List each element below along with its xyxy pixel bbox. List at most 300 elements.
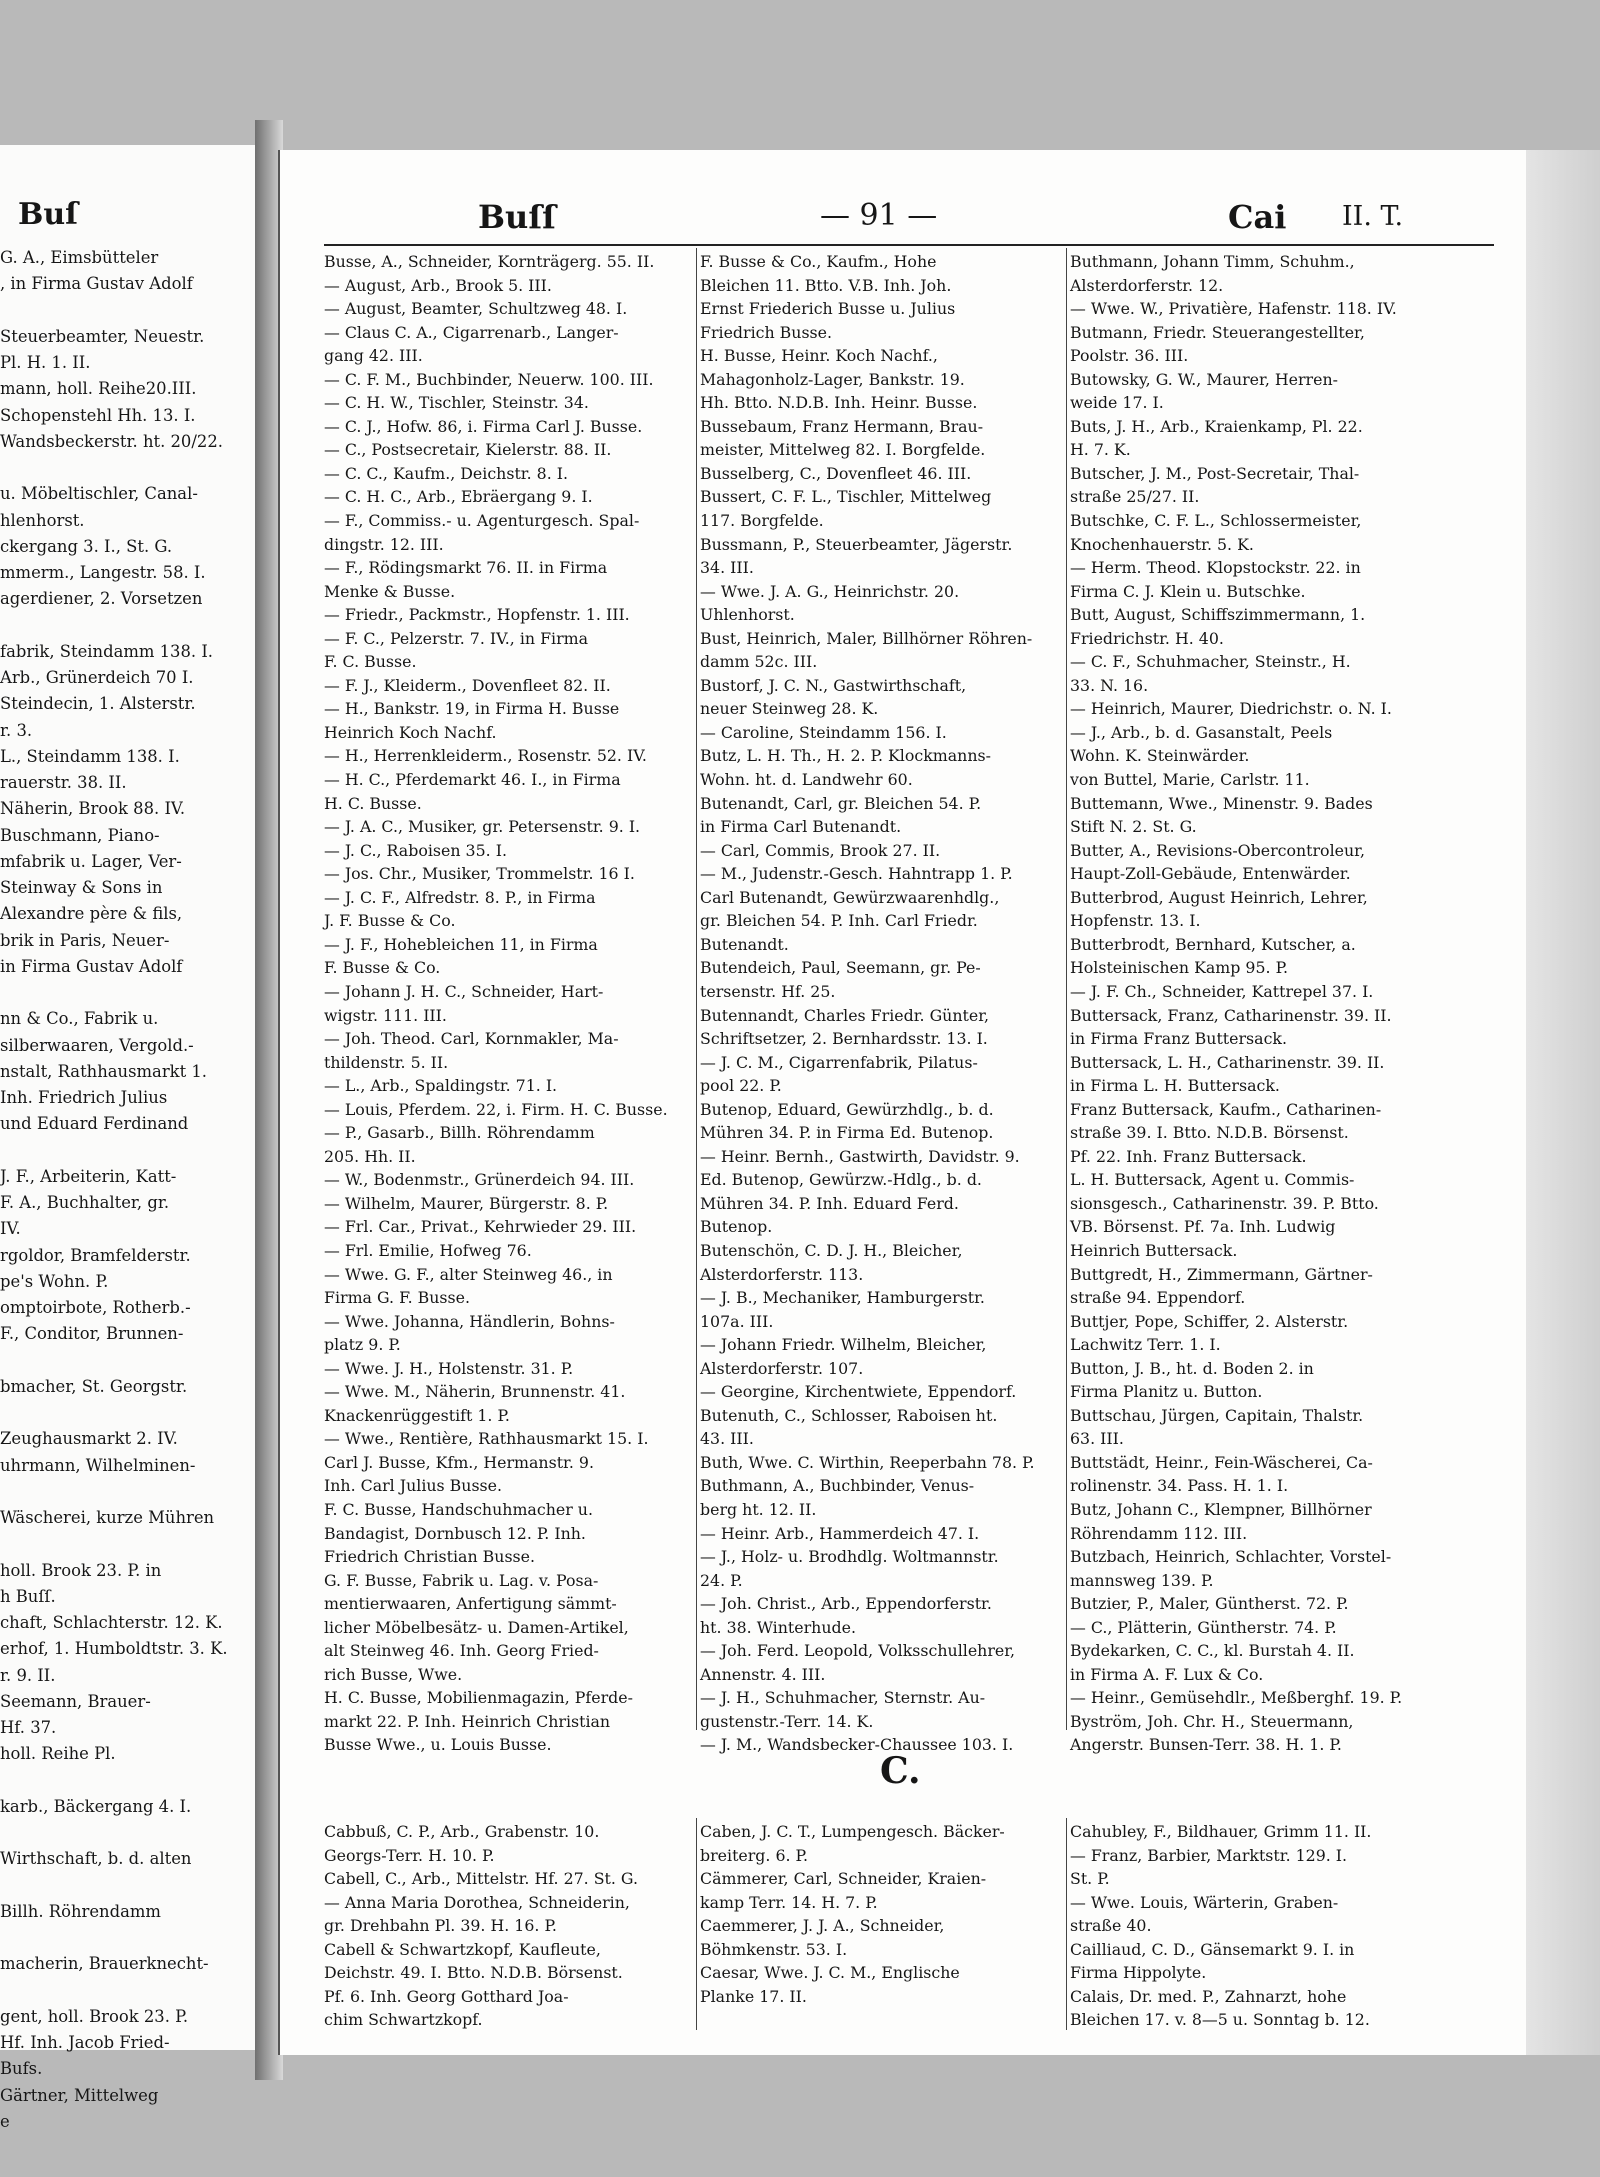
- entry-line: H. C. Busse.: [324, 793, 422, 813]
- entry-line: Inh. Carl Julius Busse.: [324, 1476, 503, 1496]
- entry-line: karb., Bäckergang 4. I.: [0, 1796, 192, 1816]
- entry-line: [0, 1479, 250, 1505]
- entry-line: — Wwe. M., Näherin, Brunnenstr. 41.: [324, 1382, 626, 1402]
- entry-line: — F., Commiss.- u. Agenturgesch. Spal-: [324, 511, 640, 531]
- entry-line: hlenhorst.: [0, 510, 85, 530]
- entry-line: — Frl. Emilie, Hofweg 76.: [324, 1240, 532, 1260]
- entry-line: uhrmann, Wilhelminen-: [0, 1455, 196, 1475]
- entry-line: F. C. Busse, Handschuhmacher u.: [324, 1499, 593, 1519]
- entry-line: [0, 980, 250, 1006]
- entry-line: Bydekarken, C. C., kl. Burstah 4. II.: [1070, 1641, 1355, 1661]
- entry-line: mannsweg 139. P.: [1070, 1570, 1214, 1590]
- entry-line: Gärtner, Mittelweg: [0, 2085, 159, 2105]
- entry-line: Friedrich Christian Busse.: [324, 1547, 536, 1567]
- entry-line: Carl Butenandt, Gewürzwaarenhdlg.,: [700, 887, 1000, 907]
- entry-line: und Eduard Ferdinand: [0, 1114, 189, 1134]
- entry-line: Friedrich Busse.: [700, 322, 833, 342]
- entry-line: Busselberg, C., Dovenfleet 46. III.: [700, 463, 972, 483]
- entry-line: Heinrich Buttersack.: [1070, 1240, 1238, 1260]
- column-3: [1070, 250, 1460, 1757]
- entry-line: — W., Bodenmstr., Grünerdeich 94. III.: [324, 1170, 635, 1190]
- entry-line: St. P.: [1070, 1869, 1110, 1889]
- entry-line: 117. Borgfelde.: [700, 511, 824, 531]
- entry-line: mentierwaaren, Anfertigung sämmt-: [324, 1594, 617, 1614]
- entry-line: IV.: [0, 1219, 21, 1239]
- entry-line: Wohn. K. Steinwärder.: [1070, 746, 1250, 766]
- entry-line: — C. H. C., Arb., Ebräergang 9. I.: [324, 487, 593, 507]
- entry-line: Firma Planitz u. Button.: [1070, 1382, 1263, 1402]
- entry-line: — Wwe. Louis, Wärterin, Graben-: [1070, 1892, 1339, 1912]
- entry-line: chim Schwartzkopf.: [324, 2010, 483, 2030]
- column-2: [700, 250, 1052, 1757]
- header-rule: [324, 244, 1494, 246]
- entry-line: — C. J., Hofw. 86, i. Firma Carl J. Busse.: [324, 416, 643, 436]
- entry-line: Butmann, Friedr. Steuerangestellter,: [1070, 322, 1365, 342]
- entry-line: [0, 1348, 250, 1374]
- entry-line: Steuerbeamter, Neuestr.: [0, 326, 205, 346]
- entry-line: Bussmann, P., Steuerbeamter, Jägerstr.: [700, 534, 1013, 554]
- column-divider: [696, 248, 697, 1730]
- entry-line: Byström, Joh. Chr. H., Steuermann,: [1070, 1711, 1354, 1731]
- entry-line: — August, Beamter, Schultzweg 48. I.: [324, 299, 628, 319]
- entry-line: Planke 17. II.: [700, 1986, 807, 2006]
- entry-line: G. F. Busse, Fabrik u. Lag. v. Posa-: [324, 1570, 599, 1590]
- entry-line: Menke & Busse.: [324, 581, 456, 601]
- entry-line: Butscher, J. M., Post-Secretair, Thal-: [1070, 463, 1360, 483]
- entry-line: r. 3.: [0, 720, 33, 740]
- entry-line: Caesar, Wwe. J. C. M., Englische: [700, 1963, 960, 1983]
- entry-line: kamp Terr. 14. H. 7. P.: [700, 1892, 878, 1912]
- entry-line: Caemmerer, J. J. A., Schneider,: [700, 1916, 945, 1936]
- entry-line: [0, 1820, 250, 1846]
- entry-line: 34. III.: [700, 558, 754, 578]
- entry-line: mann, holl. Reihe20.III.: [0, 379, 197, 399]
- entry-line: — Friedr., Packmstr., Hopfenstr. 1. III.: [324, 605, 630, 625]
- entry-line: Uhlenhorst.: [700, 605, 795, 625]
- page-edge: [1526, 150, 1600, 2055]
- entry-line: — Frl. Car., Privat., Kehrwieder 29. III.: [324, 1217, 637, 1237]
- entry-line: e: [0, 2111, 10, 2131]
- entry-line: Poolstr. 36. III.: [1070, 346, 1189, 366]
- entry-line: Butenop, Eduard, Gewürzhdlg., b. d.: [700, 1099, 994, 1119]
- entry-line: sionsgesch., Catharinenstr. 39. P. Btto.: [1070, 1193, 1379, 1213]
- entry-line: Butowsky, G. W., Maurer, Herren-: [1070, 369, 1338, 389]
- entry-line: Buschmann, Piano-: [0, 825, 160, 845]
- column-divider: [1066, 248, 1067, 1730]
- entry-line: — Franz, Barbier, Marktstr. 129. I.: [1070, 1845, 1348, 1865]
- entry-line: Firma G. F. Busse.: [324, 1288, 470, 1308]
- entry-line: Butenandt, Carl, gr. Bleichen 54. P.: [700, 793, 982, 813]
- entry-line: Schopenstehl Hh. 13. I.: [0, 405, 196, 425]
- entry-line: — J. C. M., Cigarrenfabrik, Pilatus-: [700, 1052, 978, 1072]
- entry-line: Röhrendamm 112. III.: [1070, 1523, 1248, 1543]
- entry-line: gr. Drehbahn Pl. 39. H. 16. P.: [324, 1916, 557, 1936]
- entry-line: — J., Arb., b. d. Gasanstalt, Peels: [1070, 722, 1333, 742]
- entry-line: agerdiener, 2. Vorsetzen: [0, 589, 203, 609]
- entry-line: wigstr. 111. III.: [324, 1005, 447, 1025]
- entry-line: chaft, Schlachterstr. 12. K.: [0, 1613, 223, 1632]
- entry-line: Alexandre père & fils,: [0, 904, 183, 924]
- entry-line: Cabell & Schwartzkopf, Kaufleute,: [324, 1939, 601, 1959]
- entry-line: Lachwitz Terr. 1. I.: [1070, 1335, 1221, 1355]
- entry-line: — Joh. Theod. Carl, Kornmakler, Ma-: [324, 1029, 619, 1049]
- entry-line: Butenop.: [700, 1217, 773, 1237]
- entry-line: von Buttel, Marie, Carlstr. 11.: [1070, 770, 1310, 790]
- entry-line: — J. F., Hohebleichen 11, in Firma: [324, 934, 598, 954]
- entry-line: mfabrik u. Lager, Ver-: [0, 851, 182, 871]
- entry-line: bmacher, St. Georgstr.: [0, 1376, 188, 1396]
- entry-line: [0, 1138, 250, 1164]
- entry-line: H. C. Busse, Mobilienmagazin, Pferde-: [324, 1688, 633, 1708]
- entry-line: — Carl, Commis, Brook 27. II.: [700, 840, 941, 860]
- entry-line: in Firma L. H. Buttersack.: [1070, 1076, 1280, 1096]
- entry-line: Buttjer, Pope, Schiffer, 2. Alsterstr.: [1070, 1311, 1349, 1331]
- entry-line: rauerstr. 38. II.: [0, 773, 127, 792]
- entry-line: Heinrich Koch Nachf.: [324, 722, 497, 742]
- entry-line: — Wwe. W., Privatière, Hafenstr. 118. IV.: [1070, 299, 1397, 319]
- entry-line: Pl. H. 1. II.: [0, 353, 91, 372]
- entry-line: — J. M., Wandsbecker-Chaussee 103. I.: [700, 1735, 1014, 1755]
- entry-line: — H., Herrenkleiderm., Rosenstr. 52. IV.: [324, 746, 647, 766]
- entry-line: Wohn. ht. d. Landwehr 60.: [700, 770, 913, 790]
- entry-line: Friedrichstr. H. 40.: [1070, 628, 1224, 648]
- entry-line: — Wwe. J. H., Holstenstr. 31. P.: [324, 1358, 574, 1378]
- entry-line: — J. H., Schuhmacher, Sternstr. Au-: [700, 1688, 986, 1708]
- entry-line: Butterbrodt, Bernhard, Kutscher, a.: [1070, 934, 1356, 954]
- entry-line: L. H. Buttersack, Agent u. Commis-: [1070, 1170, 1355, 1190]
- left-page-header: Buſ: [18, 197, 79, 232]
- entry-line: Butt, August, Schiffszimmermann, 1.: [1070, 605, 1366, 625]
- entry-line: gent, holl. Brook 23. P.: [0, 2006, 189, 2026]
- entry-line: Cabbuß, C. P., Arb., Grabenstr. 10.: [324, 1822, 600, 1841]
- entry-line: — C. C., Kaufm., Deichstr. 8. I.: [324, 463, 569, 483]
- entry-line: Bustorf, J. C. N., Gastwirthschaft,: [700, 675, 967, 695]
- entry-line: Alsterdorferstr. 12.: [1070, 275, 1224, 295]
- entry-line: dingstr. 12. III.: [324, 534, 444, 554]
- entry-line: Buttschau, Jürgen, Capitain, Thalstr.: [1070, 1405, 1364, 1425]
- entry-line: Inh. Friedrich Julius: [0, 1088, 168, 1107]
- entry-line: holl. Reihe Pl.: [0, 1744, 116, 1764]
- entry-line: Alsterdorferstr. 113.: [700, 1264, 864, 1284]
- entry-line: Hf. 37.: [0, 1718, 57, 1737]
- entry-line: — Wwe. Johanna, Händlerin, Bohns-: [324, 1311, 615, 1331]
- entry-line: Carl J. Busse, Kfm., Hermanstr. 9.: [324, 1452, 594, 1472]
- entry-line: pe's Wohn. P.: [0, 1271, 109, 1291]
- section-letter: C.: [880, 1750, 921, 1792]
- entry-line: 33. N. 16.: [1070, 675, 1149, 695]
- entry-line: Wäscherei, kurze Mühren: [0, 1508, 215, 1527]
- entry-line: — H. C., Pferdemarkt 46. I., in Firma: [324, 770, 621, 790]
- entry-line: J. F. Busse & Co.: [324, 911, 456, 931]
- entry-line: Buts, J. H., Arb., Kraienkamp, Pl. 22.: [1070, 416, 1363, 436]
- entry-line: Hopfenstr. 13. I.: [1070, 911, 1201, 931]
- entry-line: macherin, Brauerknecht-: [0, 1954, 209, 1974]
- entry-line: — F. J., Kleiderm., Dovenfleet 82. II.: [324, 675, 611, 695]
- entry-line: Button, J. B., ht. d. Boden 2. in: [1070, 1358, 1314, 1378]
- entry-line: — P., Gasarb., Billh. Röhrendamm: [324, 1123, 595, 1143]
- entry-line: Firma Hippolyte.: [1070, 1963, 1207, 1983]
- entry-line: — Herm. Theod. Klopstockstr. 22. in: [1070, 558, 1361, 578]
- entry-line: Butz, L. H. Th., H. 2. P. Klockmanns-: [700, 746, 991, 766]
- entry-line: [0, 298, 250, 324]
- entry-line: 107a. III.: [700, 1311, 774, 1331]
- entry-line: F. A., Buchhalter, gr.: [0, 1193, 170, 1212]
- entry-line: J. F., Arbeiterin, Katt-: [0, 1166, 177, 1186]
- left-page-fragment: [0, 145, 255, 2131]
- entry-line: H. Busse, Heinr. Koch Nachf.,: [700, 346, 938, 366]
- page-number: — 91 —: [820, 198, 938, 233]
- entry-line: Knackenrüggestift 1. P.: [324, 1405, 510, 1425]
- entry-line: straße 39. I. Btto. N.D.B. Börsenst.: [1070, 1123, 1349, 1143]
- header-last-entry: Cai: [1228, 198, 1287, 236]
- entry-line: h Buſſ.: [0, 1586, 56, 1606]
- entry-line: Holsteinischen Kamp 95. P.: [1070, 958, 1289, 978]
- entry-line: Angerstr. Bunsen-Terr. 38. H. 1. P.: [1070, 1735, 1342, 1755]
- entry-line: Bandagist, Dornbusch 12. P. Inh.: [324, 1523, 586, 1543]
- entry-line: ckergang 3. I., St. G.: [0, 536, 173, 556]
- entry-line: — Wwe. J. A. G., Heinrichstr. 20.: [700, 581, 960, 601]
- entry-line: Mühren 34. P. Inh. Eduard Ferd.: [700, 1193, 959, 1213]
- entry-line: Pf. 6. Inh. Georg Gotthard Joa-: [324, 1986, 569, 2006]
- entry-line: — August, Arb., Brook 5. III.: [324, 275, 552, 295]
- entry-line: Knochenhauerstr. 5. K.: [1070, 534, 1254, 554]
- entry-line: Busse Wwe., u. Louis Busse.: [324, 1735, 552, 1755]
- entry-line: — F. C., Pelzerstr. 7. IV., in Firma: [324, 628, 589, 648]
- left-page-text: [0, 245, 250, 2135]
- entry-line: straße 40.: [1070, 1916, 1152, 1936]
- entry-line: nstalt, Rathhausmarkt 1.: [0, 1061, 208, 1081]
- entry-line: in Firma A. F. Lux & Co.: [1070, 1664, 1264, 1684]
- entry-line: Billh. Röhrendamm: [0, 1901, 161, 1921]
- entry-line: 43. III.: [700, 1429, 754, 1449]
- entry-line: [0, 1768, 250, 1794]
- entry-line: — C., Postsecretair, Kielerstr. 88. II.: [324, 440, 612, 460]
- entry-line: 24. P.: [700, 1570, 743, 1590]
- entry-line: straße 25/27. II.: [1070, 487, 1200, 507]
- entry-line: Butz, Johann C., Klempner, Billhörner: [1070, 1499, 1372, 1519]
- entry-line: — Johann J. H. C., Schneider, Hart-: [324, 981, 604, 1001]
- entry-line: Mahagonholz-Lager, Bankstr. 19.: [700, 369, 965, 389]
- entry-line: L., Steindamm 138. I.: [0, 746, 180, 766]
- entry-line: Bleichen 17. v. 8—5 u. Sonntag b. 12.: [1070, 2010, 1370, 2030]
- entry-line: Bussebaum, Franz Hermann, Brau-: [700, 416, 984, 436]
- entry-line: berg ht. 12. II.: [700, 1499, 817, 1519]
- entry-line: nn & Co., Fabrik u.: [0, 1009, 159, 1029]
- entry-line: Annenstr. 4. III.: [700, 1664, 826, 1684]
- entry-line: Georgs-Terr. H. 10. P.: [324, 1845, 495, 1865]
- entry-line: mmerm., Langestr. 58. I.: [0, 563, 206, 582]
- entry-line: gang 42. III.: [324, 346, 423, 366]
- entry-line: — F., Rödingsmarkt 76. II. in Firma: [324, 558, 608, 578]
- entry-line: Busse, A., Schneider, Kornträgerg. 55. II.: [324, 252, 655, 271]
- entry-line: tersenstr. Hf. 25.: [700, 981, 836, 1001]
- entry-line: Seemann, Brauer-: [0, 1691, 151, 1711]
- column-5: [700, 1820, 1052, 2008]
- entry-line: Ernst Friederich Busse u. Julius: [700, 299, 956, 319]
- entry-line: Butzier, P., Maler, Güntherst. 72. P.: [1070, 1594, 1349, 1614]
- entry-line: alt Steinweg 46. Inh. Georg Fried-: [324, 1641, 599, 1661]
- entry-line: 205. Hh. II.: [324, 1146, 416, 1166]
- entry-line: — Caroline, Steindamm 156. I.: [700, 722, 947, 742]
- entry-line: — Heinr. Bernh., Gastwirth, Davidstr. 9.: [700, 1146, 1020, 1166]
- entry-line: — C. F., Schuhmacher, Steinstr., H.: [1070, 652, 1351, 672]
- entry-line: gr. Bleichen 54. P. Inh. Carl Friedr.: [700, 911, 978, 931]
- entry-line: Alsterdorferstr. 107.: [700, 1358, 864, 1378]
- column-divider: [1066, 1818, 1067, 2030]
- entry-line: Butzbach, Heinrich, Schlachter, Vorstel-: [1070, 1547, 1392, 1567]
- entry-line: — Anna Maria Dorothea, Schneiderin,: [324, 1892, 630, 1912]
- entry-line: Buthmann, A., Buchbinder, Venus-: [700, 1476, 975, 1496]
- entry-line: — M., Judenstr.-Gesch. Hahntrapp 1. P.: [700, 864, 1013, 884]
- entry-line: Ed. Butenop, Gewürzw.-Hdlg., b. d.: [700, 1170, 982, 1190]
- entry-line: Steinway & Sons in: [0, 878, 163, 897]
- entry-line: Caben, J. C. T., Lumpengesch. Bäcker-: [700, 1822, 1005, 1841]
- entry-line: — J. F. Ch., Schneider, Kattrepel 37. I.: [1070, 981, 1374, 1001]
- entry-line: fabrik, Steindamm 138. I.: [0, 641, 214, 661]
- entry-line: [0, 1400, 250, 1426]
- entry-line: [0, 613, 250, 639]
- entry-line: Steindecin, 1. Alsterstr.: [0, 694, 196, 714]
- entry-line: breiterg. 6. P.: [700, 1845, 809, 1865]
- entry-line: — J. A. C., Musiker, gr. Petersenstr. 9. I.: [324, 817, 641, 837]
- entry-line: holl. Brook 23. P. in: [0, 1560, 162, 1580]
- entry-line: gustenstr.-Terr. 14. K.: [700, 1711, 874, 1731]
- header-first-entry: Buſſ: [478, 198, 556, 236]
- entry-line: Buttgredt, H., Zimmermann, Gärtner-: [1070, 1264, 1373, 1284]
- entry-line: rich Busse, Wwe.: [324, 1664, 463, 1684]
- entry-line: [0, 1531, 250, 1557]
- entry-line: brik in Paris, Neuer-: [0, 930, 170, 950]
- entry-line: H. 7. K.: [1070, 440, 1131, 460]
- entry-line: — C. H. W., Tischler, Steinstr. 34.: [324, 393, 589, 413]
- entry-line: Butenandt.: [700, 934, 789, 954]
- entry-line: Butschke, C. F. L., Schlossermeister,: [1070, 511, 1362, 531]
- entry-line: Firma C. J. Klein u. Butschke.: [1070, 581, 1306, 601]
- entry-line: [0, 1873, 250, 1899]
- entry-line: — J., Holz- u. Brodhdlg. Woltmannstr.: [700, 1547, 999, 1567]
- entry-line: Bufs.: [0, 2059, 43, 2079]
- entry-line: straße 94. Eppendorf.: [1070, 1288, 1246, 1308]
- entry-line: damm 52c. III.: [700, 652, 818, 672]
- entry-line: Bussert, C. F. L., Tischler, Mittelweg: [700, 487, 992, 507]
- entry-line: — J. B., Mechaniker, Hamburgerstr.: [700, 1288, 985, 1308]
- entry-line: Böhmkenstr. 53. I.: [700, 1939, 848, 1959]
- entry-line: Buth, Wwe. C. Wirthin, Reeperbahn 78. P.: [700, 1452, 1035, 1472]
- entry-line: Cahubley, F., Bildhauer, Grimm 11. II.: [1070, 1822, 1372, 1841]
- entry-line: — J. C., Raboisen 35. I.: [324, 840, 507, 860]
- entry-line: — Joh. Ferd. Leopold, Volksschullehrer,: [700, 1641, 1016, 1661]
- entry-line: Hf. Inh. Jacob Fried-: [0, 2033, 170, 2052]
- entry-line: neuer Steinweg 28. K.: [700, 699, 879, 719]
- entry-line: — Wwe., Rentière, Rathhausmarkt 15. I.: [324, 1429, 649, 1449]
- entry-line: Cämmerer, Carl, Schneider, Kraien-: [700, 1869, 987, 1889]
- entry-line: markt 22. P. Inh. Heinrich Christian: [324, 1711, 611, 1731]
- entry-line: Butter, A., Revisions-Obercontroleur,: [1070, 840, 1365, 860]
- entry-line: in Firma Franz Buttersack.: [1070, 1029, 1288, 1049]
- entry-line: Butenschön, C. D. J. H., Bleicher,: [700, 1240, 963, 1260]
- entry-line: Bleichen 11. Btto. V.B. Inh. Joh.: [700, 275, 952, 295]
- entry-line: Buthmann, Johann Timm, Schuhm.,: [1070, 252, 1355, 271]
- entry-line: — Heinr. Arb., Hammerdeich 47. I.: [700, 1523, 980, 1543]
- entry-line: rgoldor, Bramfelderstr.: [0, 1245, 191, 1265]
- entry-line: Wirthschaft, b. d. alten: [0, 1849, 192, 1869]
- entry-line: thildenstr. 5. II.: [324, 1052, 449, 1072]
- entry-line: — Jos. Chr., Musiker, Trommelstr. 16 I.: [324, 864, 635, 884]
- entry-line: meister, Mittelweg 82. I. Borgfelde.: [700, 440, 986, 460]
- entry-line: Buttersack, Franz, Catharinenstr. 39. II.: [1070, 1005, 1392, 1025]
- entry-line: in Firma Carl Butenandt.: [700, 817, 902, 837]
- entry-line: r. 9. II.: [0, 1665, 56, 1685]
- entry-line: F. Busse & Co., Kaufm., Hohe: [700, 252, 937, 271]
- column-4: [324, 1820, 704, 2032]
- entry-line: omptoirbote, Rotherb.-: [0, 1298, 191, 1317]
- entry-line: — Wwe. G. F., alter Steinweg 46., in: [324, 1264, 613, 1284]
- entry-line: — J. C. F., Alfredstr. 8. P., in Firma: [324, 887, 596, 907]
- entry-line: — C. F. M., Buchbinder, Neuerw. 100. III.: [324, 369, 654, 389]
- column-divider: [696, 1818, 697, 2030]
- entry-line: Stift N. 2. St. G.: [1070, 817, 1197, 837]
- entry-line: F. Busse & Co.: [324, 958, 441, 978]
- entry-line: weide 17. I.: [1070, 393, 1164, 413]
- entry-line: Wandsbeckerstr. ht. 20/22.: [0, 431, 223, 451]
- entry-line: — Louis, Pferdem. 22, i. Firm. H. C. Busse.: [324, 1099, 668, 1119]
- entry-line: Cabell, C., Arb., Mittelstr. Hf. 27. St. G.: [324, 1869, 639, 1889]
- entry-line: Haupt-Zoll-Gebäude, Entenwärder.: [1070, 864, 1351, 884]
- entry-line: Butendeich, Paul, Seemann, gr. Pe-: [700, 958, 981, 978]
- entry-line: — Heinrich, Maurer, Diedrichstr. o. N. I.: [1070, 699, 1392, 719]
- entry-line: VB. Börsenst. Pf. 7a. Inh. Ludwig: [1070, 1217, 1336, 1237]
- entry-line: Hh. Btto. N.D.B. Inh. Heinr. Busse.: [700, 393, 978, 413]
- entry-line: — H., Bankstr. 19, in Firma H. Busse: [324, 699, 620, 719]
- entry-line: erhof, 1. Humboldtstr. 3. K.: [0, 1639, 228, 1659]
- entry-line: Mühren 34. P. in Firma Ed. Butenop.: [700, 1123, 994, 1143]
- entry-line: , in Firma Gustav Adolf: [0, 274, 193, 294]
- entry-line: — Johann Friedr. Wilhelm, Bleicher,: [700, 1335, 987, 1355]
- entry-line: u. Möbeltischler, Canal-: [0, 484, 198, 504]
- entry-line: Butterbrod, August Heinrich, Lehrer,: [1070, 887, 1368, 907]
- entry-line: licher Möbelbesätz- u. Damen-Artikel,: [324, 1617, 629, 1637]
- entry-line: platz 9. P.: [324, 1335, 401, 1355]
- entry-line: Bust, Heinrich, Maler, Billhörner Röhren-: [700, 628, 1033, 648]
- entry-line: F. C. Busse.: [324, 652, 417, 672]
- entry-line: Schriftsetzer, 2. Bernhardsstr. 13. I.: [700, 1029, 988, 1049]
- entry-line: — Heinr., Gemüsehdlr., Meßberghf. 19. P.: [1070, 1688, 1403, 1708]
- entry-line: ht. 38. Winterhude.: [700, 1617, 856, 1637]
- entry-line: Arb., Grünerdeich 70 I.: [0, 668, 194, 687]
- entry-line: Pf. 22. Inh. Franz Buttersack.: [1070, 1146, 1307, 1166]
- entry-line: [0, 1925, 250, 1951]
- column-1: [324, 250, 704, 1757]
- entry-line: Buttstädt, Heinr., Fein-Wäscherei, Ca-: [1070, 1452, 1373, 1472]
- entry-line: G. A., Eimsbütteler: [0, 248, 159, 267]
- entry-line: Cailliaud, C. D., Gänsemarkt 9. I. in: [1070, 1939, 1355, 1959]
- volume-label: II. T.: [1342, 201, 1404, 232]
- column-6: [1070, 1820, 1460, 2032]
- entry-line: [0, 1978, 250, 2004]
- entry-line: — Claus C. A., Cigarrenarb., Langer-: [324, 322, 619, 342]
- entry-line: F., Conditor, Brunnen-: [0, 1324, 184, 1344]
- directory-page: [278, 150, 1528, 2055]
- entry-line: 63. III.: [1070, 1429, 1124, 1449]
- entry-line: [0, 455, 250, 481]
- entry-line: Calais, Dr. med. P., Zahnarzt, hohe: [1070, 1986, 1347, 2006]
- entry-line: rolinenstr. 34. Pass. H. 1. I.: [1070, 1476, 1289, 1496]
- entry-line: Butenuth, C., Schlosser, Raboisen ht.: [700, 1405, 998, 1425]
- entry-line: — Georgine, Kirchentwiete, Eppendorf.: [700, 1382, 1017, 1402]
- page-header: [280, 198, 1528, 238]
- entry-line: pool 22. P.: [700, 1076, 782, 1096]
- entry-line: — Wilhelm, Maurer, Bürgerstr. 8. P.: [324, 1193, 609, 1213]
